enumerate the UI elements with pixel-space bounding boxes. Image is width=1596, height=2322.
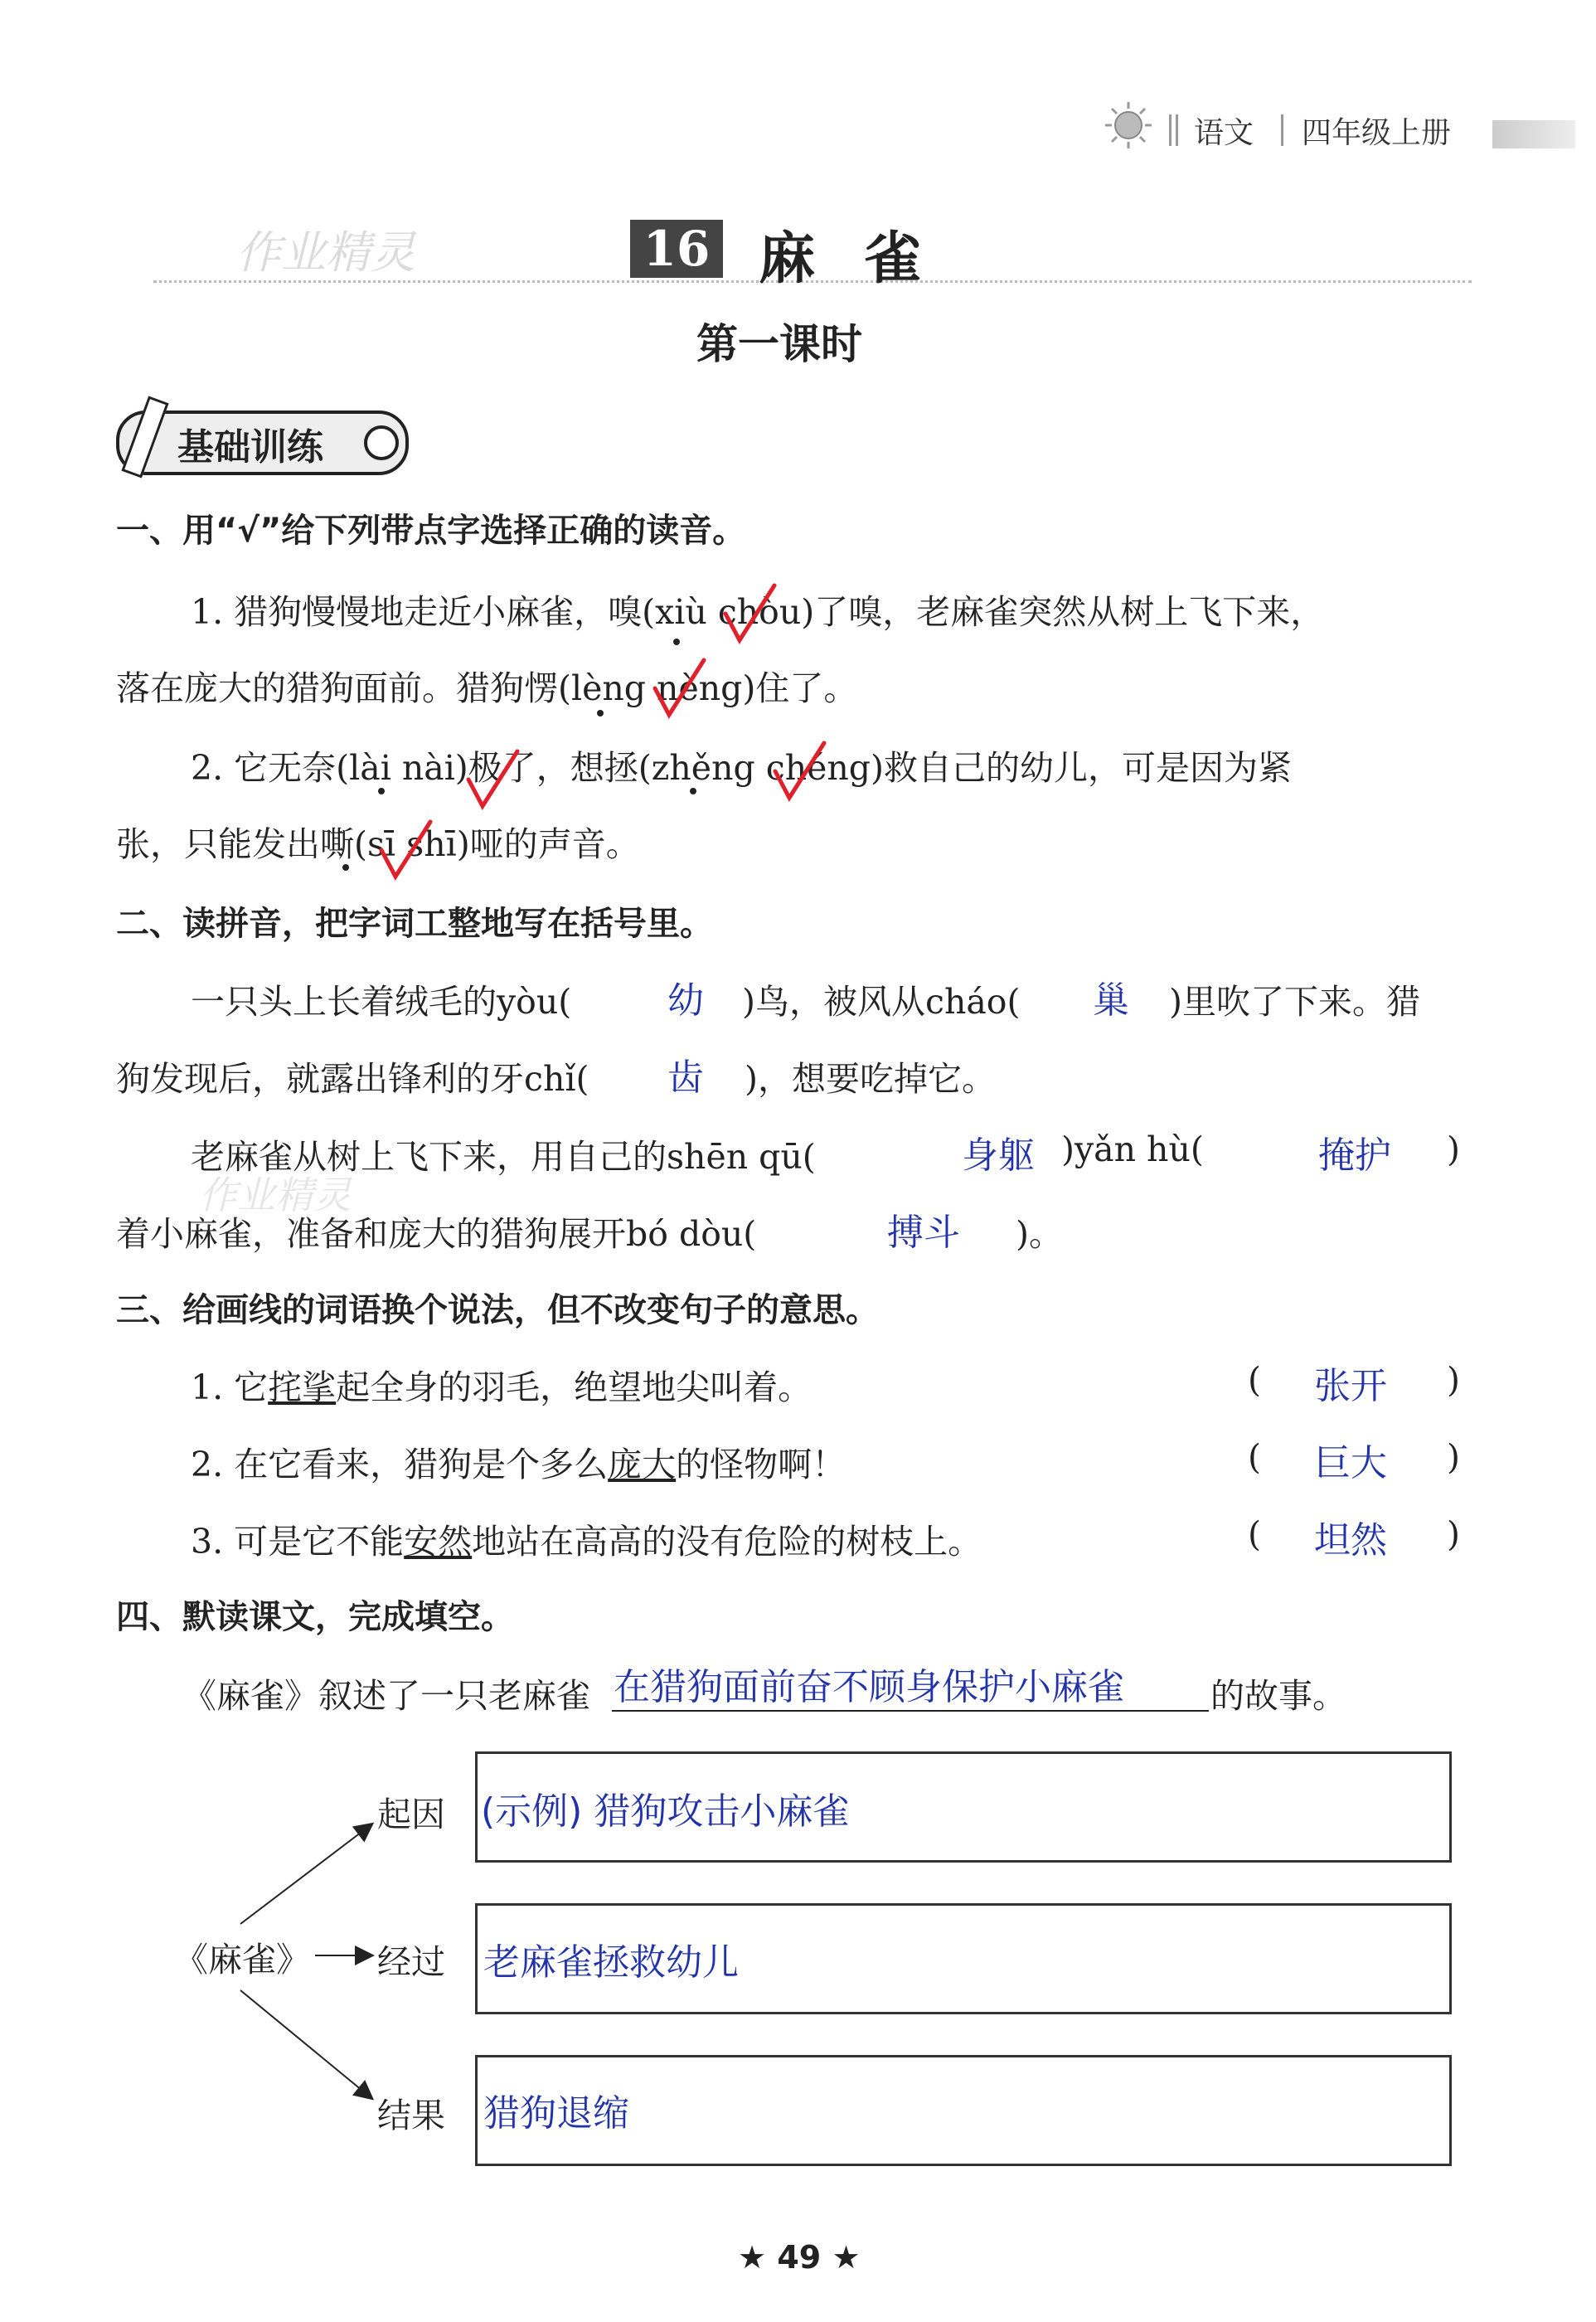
q1-item1-line1: 1. 猎狗慢慢地走近小麻雀，嗅(xiù chòu)了嗅，老麻雀突然从树上飞下来， xyxy=(191,592,1325,632)
underlined-word: 安然 xyxy=(404,1522,473,1562)
q2-line3-c: ) xyxy=(1447,1129,1460,1169)
answer-yanhu: 掩护 xyxy=(1318,1134,1391,1177)
diagram-root: 《麻雀》 xyxy=(174,1940,310,1980)
answer-chao: 巢 xyxy=(1093,979,1129,1022)
answer-paren-right: ) xyxy=(1447,1437,1460,1477)
emphasis-dot xyxy=(342,864,349,871)
q3-item-text: 的怪物啊！ xyxy=(676,1445,847,1484)
answer-paren-left: ( xyxy=(1248,1514,1261,1554)
q2-line4-b: )。 xyxy=(1016,1214,1063,1254)
q3-item-number: 1. xyxy=(191,1367,224,1407)
q3-answer: 张开 xyxy=(1314,1365,1387,1407)
lesson-number: 16 xyxy=(630,220,723,278)
question-3-title: 三、给画线的词语换个说法，但不改变句子的意思。 xyxy=(116,1291,879,1329)
diagram-label-result: 结果 xyxy=(377,2096,445,2135)
answer-underline xyxy=(612,1710,1209,1712)
q2-line1-c: )里吹了下来。猎 xyxy=(1169,982,1420,1022)
q3-item-text: 起全身的羽毛，绝望地尖叫着。 xyxy=(336,1367,813,1407)
header-grade: 四年级上册 xyxy=(1302,116,1452,150)
emphasis-dot xyxy=(690,788,696,794)
answer-you: 幼 xyxy=(667,979,704,1022)
q3-answer: 巨大 xyxy=(1314,1442,1387,1484)
emphasis-dot xyxy=(378,788,385,794)
diagram-answer-process: 老麻雀拯救幼儿 xyxy=(483,1941,739,1984)
answer-paren-left: ( xyxy=(1248,1360,1261,1400)
header-divider xyxy=(1169,114,1172,146)
answer-chi: 齿 xyxy=(667,1057,704,1099)
q3-item xyxy=(191,1514,982,1563)
emphasis-dot xyxy=(673,639,680,645)
diagram-label-process: 经过 xyxy=(377,1942,445,1982)
q1-item2-line2: 张，只能发出嘶(sī shī)哑的声音。 xyxy=(116,824,640,864)
lesson-period: 第一课时 xyxy=(696,320,862,368)
section-badge xyxy=(116,410,409,475)
answer-paren-right: ) xyxy=(1447,1360,1460,1400)
diagram-arrows xyxy=(232,1808,381,2140)
q2-line2-b: )，想要吃掉它。 xyxy=(745,1059,996,1099)
sun-logo-icon xyxy=(1103,100,1154,151)
lesson-title: 麻雀 xyxy=(759,226,972,292)
question-1-title: 一、用“√”给下列带点字选择正确的读音。 xyxy=(116,512,746,550)
q3-item-number: 3. xyxy=(191,1522,224,1562)
q2-line3-a: 老麻雀从树上飞下来，用自己的shēn qū( xyxy=(191,1137,816,1177)
q3-item-text: 地站在高高的没有危险的树枝上。 xyxy=(472,1522,982,1562)
q2-line4-a: 着小麻雀，准备和庞大的猎狗展开bó dòu( xyxy=(116,1214,757,1254)
answer-bodou: 搏斗 xyxy=(887,1212,960,1254)
header-decoration xyxy=(1492,120,1575,148)
diagram-answer-result: 猎狗退缩 xyxy=(483,2092,629,2135)
q3-item xyxy=(191,1360,812,1409)
q4-sentence-pre: 《麻雀》叙述了一只老麻雀 xyxy=(182,1676,590,1716)
check-mark-icon xyxy=(771,738,829,804)
page-number xyxy=(738,2239,861,2276)
pencil-icon xyxy=(121,396,168,478)
q2-line2-a: 狗发现后，就露出锋利的牙chǐ( xyxy=(116,1059,589,1099)
q2-line3-b: )yǎn hù( xyxy=(1061,1129,1204,1169)
check-mark-icon xyxy=(464,746,522,813)
check-mark-icon xyxy=(651,655,709,721)
answer-paren-left: ( xyxy=(1248,1437,1261,1477)
question-4-title: 四、默读课文，完成填空。 xyxy=(116,1598,514,1636)
q1-item1-line2: 落在庞大的猎狗面前。猎狗愣(lèng nèng)住了。 xyxy=(116,668,858,708)
q1-item2-line1: 2. 它无奈(lài nài)极了，想拯(zhěng chéng)救自己的幼儿，可是因为紧 xyxy=(191,748,1293,788)
emphasis-dot xyxy=(597,710,604,717)
q3-item-text: 可是它不能 xyxy=(234,1522,405,1562)
q3-item-number: 2. xyxy=(191,1445,224,1484)
q2-line1-b: )鸟，被风从cháo( xyxy=(742,982,1021,1022)
diagram-answer-cause: (示例) 猎狗攻击小麻雀 xyxy=(481,1790,850,1833)
header-subject: 语文 xyxy=(1194,116,1254,150)
check-mark-icon xyxy=(721,580,779,647)
q4-sentence-post: 的故事。 xyxy=(1210,1676,1346,1716)
answer-paren-right: ) xyxy=(1447,1514,1460,1554)
q3-item-text: 在它看来，猎狗是个多么 xyxy=(234,1445,609,1484)
underlined-word: 庞大 xyxy=(608,1445,677,1484)
underlined-word: 挓挲 xyxy=(268,1367,337,1407)
question-2-title: 二、读拼音，把字词工整地写在括号里。 xyxy=(116,905,713,943)
page-number-value: 49 xyxy=(777,2239,822,2276)
ring-icon xyxy=(364,425,399,460)
star-icon: ★ xyxy=(738,2239,767,2276)
section-badge-label: 基础训练 xyxy=(177,426,323,469)
q3-item-text: 它 xyxy=(234,1367,269,1407)
watermark: 作业精灵 xyxy=(199,1173,352,1217)
star-icon: ★ xyxy=(832,2239,861,2276)
q2-line1-a: 一只头上长着绒毛的yòu( xyxy=(191,982,572,1022)
diagram-label-cause: 起因 xyxy=(377,1795,445,1834)
q3-item xyxy=(191,1437,846,1486)
header-divider xyxy=(1176,114,1178,146)
q3-answer: 坦然 xyxy=(1314,1519,1387,1562)
header-divider xyxy=(1281,114,1283,146)
watermark: 作业精灵 xyxy=(236,226,415,279)
answer-shenqu: 身躯 xyxy=(962,1134,1035,1177)
q4-sentence-answer: 在猎狗面前奋不顾身保护小麻雀 xyxy=(614,1666,1124,1708)
check-mark-icon xyxy=(377,817,435,883)
